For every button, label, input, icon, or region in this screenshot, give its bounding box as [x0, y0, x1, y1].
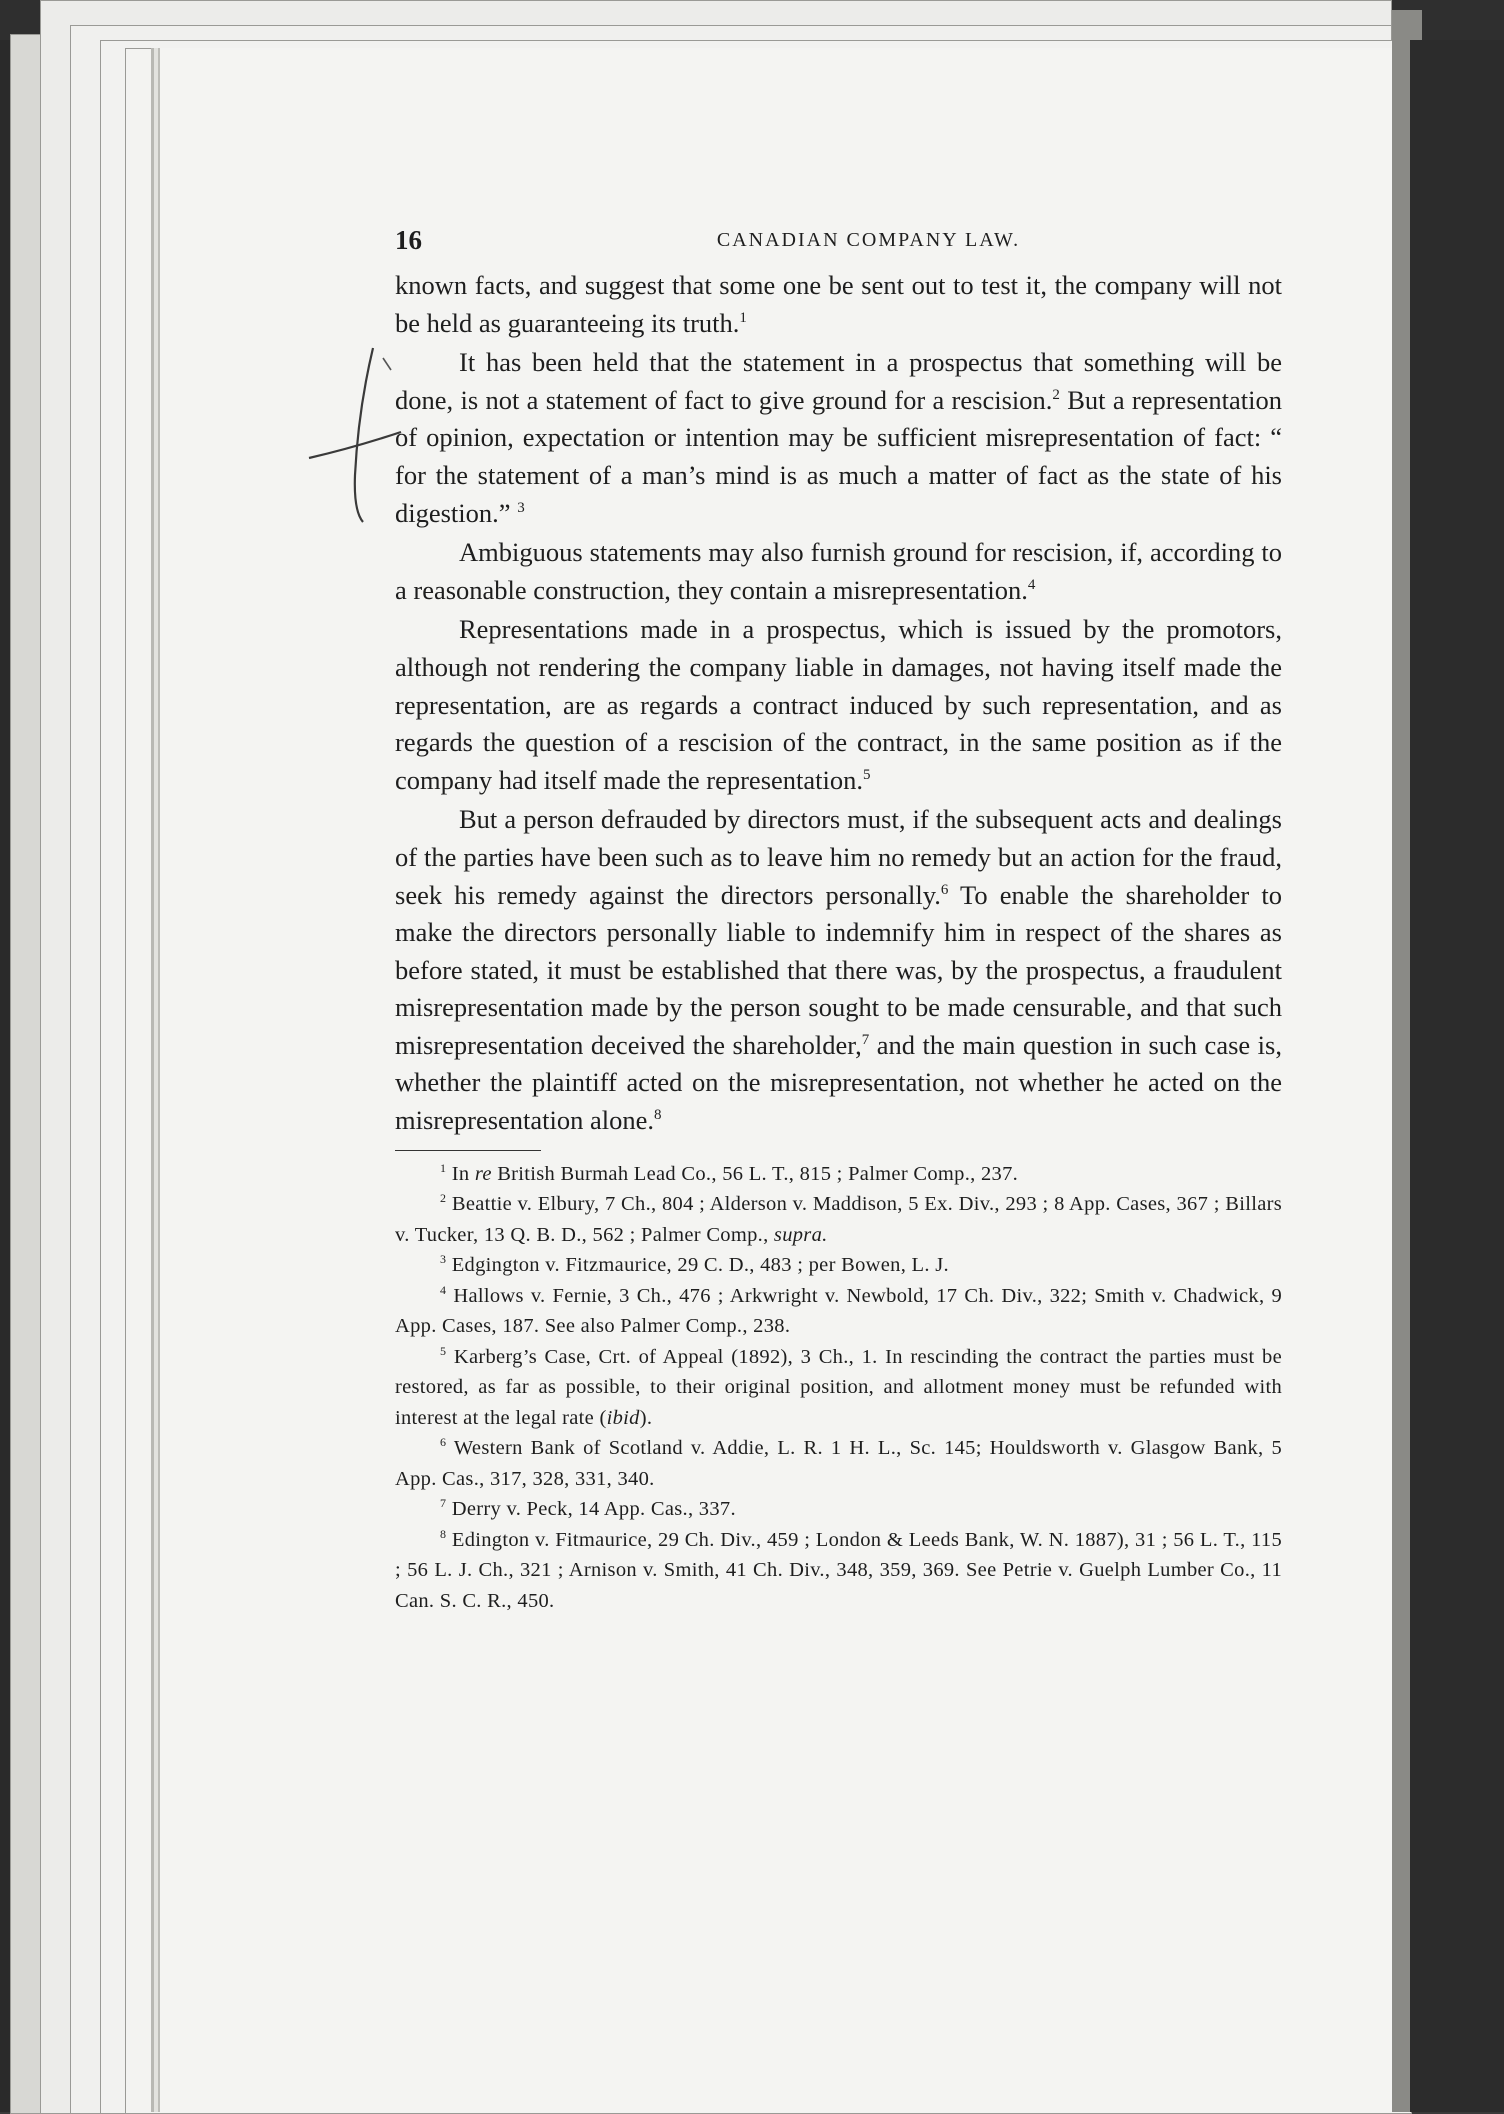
- footnote-mark: 8: [440, 1526, 447, 1541]
- footnote-italic: re: [474, 1162, 492, 1185]
- running-head: [395, 225, 1282, 267]
- footnote-mark: 2: [440, 1191, 447, 1206]
- footnote-ref[interactable]: 4: [1027, 576, 1036, 593]
- body-text: [395, 267, 1282, 1140]
- paragraph: [395, 611, 1282, 799]
- footnote-mark: 6: [440, 1435, 447, 1450]
- footnote-text: Beattie v. Elbury, 7 Ch., 804 ; Alderson v. Maddison, 5 Ex. Div., 293 ; 8 App. Cases, 367 ; Billars v. Tucker, 13 Q. B. D., 562 ; Palmer Comp.,: [395, 1193, 1282, 1246]
- paragraph: [395, 801, 1282, 1139]
- page-content: [395, 225, 1282, 1616]
- footnote: [395, 1433, 1282, 1494]
- page-number: 16: [395, 225, 422, 255]
- paragraph-text: But a representation of opinion, expectation or intention may be sufficient misrepresentation of fact: “ for the statement of a man’s mind is as much a matter of fact as the state of his digestion.”: [395, 384, 1282, 528]
- footnote: [395, 1525, 1282, 1617]
- footnote-mark: 7: [440, 1496, 447, 1511]
- footnote-text: Western Bank of Scotland v. Addie, L. R. 1 H. L., Sc. 145; Houldsworth v. Glasgow Bank, 5 App. Cas., 317, 328, 331, 340.: [395, 1437, 1282, 1490]
- running-title: CANADIAN COMPANY LAW.: [716, 229, 1021, 251]
- footnote-italic: supra.: [773, 1223, 828, 1246]
- footnote-ref[interactable]: 7: [861, 1032, 870, 1049]
- footnote-text: Hallows v. Fernie, 3 Ch., 476 ; Arkwright v. Newbold, 17 Ch. Div., 322; Smith v. Chadwick, 9 App. Cases, 187. See also Palmer Comp., 238.: [395, 1284, 1282, 1338]
- scanner-right-edge: [1410, 40, 1504, 2112]
- paragraph-text: It has been held that the statement in a prospectus that something will be done, is not a statement of fact to give ground for a rescision.: [395, 347, 1282, 415]
- footnote-ref[interactable]: 3: [517, 499, 525, 516]
- footnote-text: Derry v. Peck, 14 App. Cas., 337.: [446, 1498, 736, 1521]
- footnote-divider: [395, 1150, 541, 1151]
- footnote: [395, 1342, 1282, 1434]
- paragraph-text: Representations made in a prospectus, which is issued by the promotors, although not rendering the company liable in damages, not having itself made the representation, are as regards a contract induced by such representation, and as regards the question of a rescision of the contract, in the same position as if the company had itself made the representation.: [395, 614, 1282, 795]
- paragraph-text: But a person defrauded by directors must, if the subsequent acts and dealings of the parties have been such as to leave him no remedy but an action for the fraud, seek his remedy against the directors personally.: [395, 804, 1282, 910]
- footnote-text: Karberg’s Case, Crt. of Appeal (1892), 3 Ch., 1. In rescinding the contract the parties must be restored, as far as possible, to their original position, and allotment money must be refunded with interest at the legal rate (: [395, 1345, 1282, 1429]
- paragraph: [395, 344, 1282, 532]
- footnote-text: ).: [639, 1406, 653, 1429]
- footnote-text: Edington v. Fitmaurice, 29 Ch. Div., 459 ; London & Leeds Bank, W. N. 1887), 31 ; 56 L. T., 115 ; 56 L. J. Ch., 321 ; Arnison v. Smith, 41 Ch. Div., 348, 359, 369. See Petrie v. Guelph Lumber Co., 11 Can. S. C. R., 450.: [395, 1528, 1282, 1612]
- footnote: [395, 1494, 1282, 1525]
- footnote: [395, 1250, 1282, 1281]
- footnote: [395, 1159, 1282, 1190]
- paragraph: [395, 534, 1282, 609]
- footnote-text: In: [446, 1162, 475, 1185]
- footnote-text: British Burmah Lead Co., 56 L. T., 815 ; Palmer Comp., 237.: [491, 1162, 1019, 1185]
- footnote-mark: 3: [440, 1252, 447, 1267]
- footnotes: [395, 1159, 1282, 1617]
- footnote-ref[interactable]: 1: [739, 309, 747, 326]
- paragraph-text: To enable the shareholder to make the directors personally liable to indemnify him in respect of the shares as before stated, it must be established that there was, by the prospectus, a fraudulent misrepresentation made by the person sought to be made censurable, and that such misrepresentation deceived the shareholder,: [395, 879, 1282, 1060]
- footnote: [395, 1281, 1282, 1342]
- footnote-mark: 4: [440, 1282, 447, 1297]
- footnote-mark: 1: [440, 1160, 447, 1175]
- footnote-ref[interactable]: 2: [1052, 386, 1060, 403]
- footnote-ref[interactable]: 6: [940, 881, 949, 898]
- paragraph-text: Ambiguous statements may also furnish ground for rescision, if, according to a reasonable construction, they contain a misrepresentation.: [395, 537, 1282, 605]
- paragraph: [395, 267, 1282, 342]
- paragraph-text: and the main question in such case is, whether the plaintiff acted on the misrepresentation, not whether he acted on the misrepresentation alone.: [395, 1029, 1282, 1136]
- footnote: [395, 1189, 1282, 1250]
- footnote-ref[interactable]: 5: [863, 766, 871, 783]
- paragraph-text: known facts, and suggest that some one be sent out to test it, the company will not be held as guaranteeing its truth.: [395, 270, 1282, 338]
- footnote-mark: 5: [440, 1343, 447, 1358]
- footnote-italic: ibid: [606, 1406, 640, 1429]
- footnote-text: Edgington v. Fitzmaurice, 29 C. D., 483 ; per Bowen, L. J.: [446, 1254, 949, 1277]
- footnote-ref[interactable]: 8: [654, 1107, 662, 1124]
